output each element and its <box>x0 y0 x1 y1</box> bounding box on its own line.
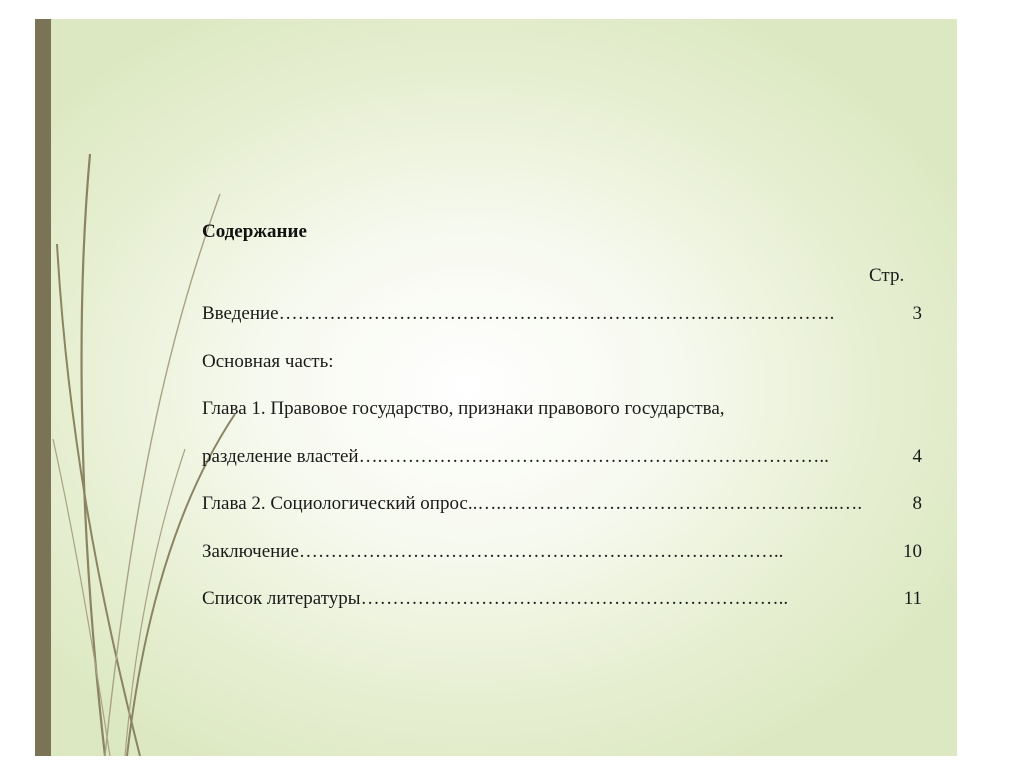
toc-leader-dots: ………………………………………………………….. <box>360 588 789 609</box>
toc-entry-page: 4 <box>912 445 922 467</box>
toc-entry-label: Заключение <box>202 540 299 562</box>
toc-entry <box>202 541 922 589</box>
toc-entry <box>202 446 922 494</box>
toc-entry-label: Введение <box>202 303 279 324</box>
toc-entry <box>202 493 922 541</box>
toc-entry-page: 10 <box>903 540 922 562</box>
toc-leader-dots: ….…………………………………………………………….. <box>358 445 829 467</box>
toc-heading: Содержание <box>202 221 307 242</box>
toc-entry-label: Глава 1. Правовое государство, признаки правового государства, <box>202 398 725 419</box>
toc-entry-page: 11 <box>903 588 922 609</box>
toc-entry <box>202 351 922 399</box>
page-column-label: Стр. <box>869 265 905 286</box>
toc-entry <box>202 303 922 351</box>
toc-entry-label: Список литературы <box>202 588 361 609</box>
toc-entry <box>202 588 922 636</box>
toc-entry-label: Основная часть: <box>202 350 334 372</box>
toc-entry-label: разделение властей <box>202 445 359 467</box>
toc-entry <box>202 398 922 446</box>
slide <box>35 19 957 756</box>
toc-entry-page: 8 <box>912 493 922 514</box>
toc-leader-dots: ………………………………………………………………….. <box>298 540 784 562</box>
toc-entry-label: Глава 2. Социологический опрос <box>202 493 468 514</box>
toc-leader-dots: ..….……………………………………………...…. <box>467 493 863 514</box>
toc-entry-page: 3 <box>912 303 922 324</box>
toc-list <box>202 303 922 636</box>
toc-leader-dots: ……………………………………………………………………………. <box>278 303 835 324</box>
